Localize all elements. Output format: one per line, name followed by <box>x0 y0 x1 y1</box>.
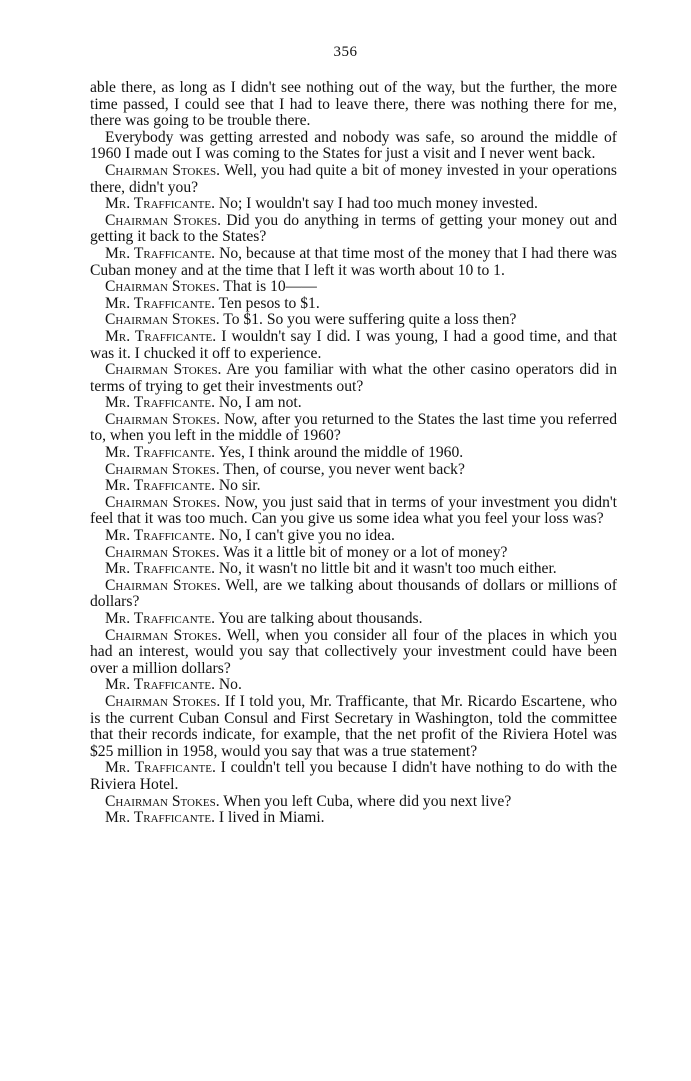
speaker-name: Chairman Stokes. <box>105 576 221 594</box>
speaker-name: Mr. Trafficante. <box>105 394 215 412</box>
speaker-name: Mr. Trafficante. <box>105 477 215 495</box>
speaker-name: Mr. Trafficante. <box>105 759 216 777</box>
paragraph-text: Now, after you returned to the States the last time you referred to, when you left in the middle of 1960? <box>90 410 617 445</box>
transcript-paragraph <box>90 462 617 479</box>
paragraph-text: No; I wouldn't say I had too much money invested. <box>218 195 538 213</box>
speaker-name: Chairman Stokes. <box>105 311 220 329</box>
paragraph-text: Are you familiar with what the other casino operators did in terms of trying to get their investments out? <box>90 361 617 395</box>
speaker-name: Chairman Stokes. <box>105 626 222 644</box>
speaker-name: Chairman Stokes. <box>105 278 220 296</box>
paragraph-text: Well, when you consider all four of the places in which you had an interest, would you say that collectively your investment could have been over a million dollars? <box>90 626 618 677</box>
transcript-paragraph <box>90 163 617 196</box>
paragraph-text: No, I am not. <box>218 394 302 412</box>
transcript-paragraph <box>90 611 617 628</box>
transcript-paragraph <box>90 395 617 412</box>
paragraph-text: No. <box>218 676 242 694</box>
paragraph-text: I couldn't tell you because I didn't have nothing to do with the Riviera Hotel. <box>90 759 617 793</box>
speaker-name: Chairman Stokes. <box>105 161 221 179</box>
transcript-paragraph <box>90 694 617 760</box>
speaker-name: Mr. Trafficante. <box>105 327 217 345</box>
transcript-paragraph <box>90 628 617 678</box>
speaker-name: Chairman Stokes. <box>105 493 221 511</box>
transcript-paragraph <box>90 561 617 578</box>
paragraph-text: Ten pesos to $1. <box>218 294 320 312</box>
speaker-name: Chairman Stokes. <box>105 410 220 428</box>
transcript-paragraph <box>90 296 617 313</box>
speaker-name: Mr. Trafficante. <box>105 444 215 462</box>
speaker-name: Mr. Trafficante. <box>105 527 215 545</box>
paragraph-text: No sir. <box>218 477 261 495</box>
paragraph-text: To $1. So you were suffering quite a loss then? <box>223 311 517 329</box>
transcript-paragraph <box>90 760 617 793</box>
page-number: 356 <box>333 44 358 60</box>
paragraph-text: No, because at that time most of the money that I had there was Cuban money and at the time that I left it was worth about 10 to 1. <box>90 244 618 279</box>
transcript-paragraph <box>90 362 617 395</box>
transcript-paragraph <box>90 412 617 445</box>
speaker-name: Mr. Trafficante. <box>105 676 215 694</box>
paragraph-text: I wouldn't say I did. I was young, I had a good time, and that was it. I chucked it off to experience. <box>90 327 618 362</box>
transcript-paragraph <box>90 246 617 279</box>
transcript-paragraph <box>90 279 617 296</box>
speaker-name: Chairman Stokes. <box>105 361 222 379</box>
paragraph-text: Then, of course, you never went back? <box>223 460 465 478</box>
speaker-name: Chairman Stokes. <box>105 460 220 478</box>
transcript-paragraph <box>90 213 617 246</box>
paragraph-text: Well, are we talking about thousands of dollars or millions of dollars? <box>90 576 617 611</box>
speaker-name: Chairman Stokes. <box>105 792 220 810</box>
transcript-paragraph <box>90 445 617 462</box>
speaker-name: Mr. Trafficante. <box>105 294 215 312</box>
transcript-paragraph <box>90 80 617 130</box>
speaker-name: Chairman Stokes. <box>105 543 220 561</box>
transcript-paragraph <box>90 810 617 827</box>
paragraph-text: I lived in Miami. <box>218 809 325 827</box>
transcript-paragraph <box>90 794 617 811</box>
paragraph-text: Was it a little bit of money or a lot of money? <box>223 543 508 561</box>
transcript-paragraph <box>90 528 617 545</box>
transcript-paragraph <box>90 677 617 694</box>
paragraph-text: No, I can't give you no idea. <box>218 527 395 545</box>
transcript-paragraph <box>90 130 617 163</box>
transcript-paragraph <box>90 312 617 329</box>
speaker-name: Mr. Trafficante. <box>105 610 215 627</box>
paragraph-text: able there, as long as I didn't see nothing out of the way, but the further, the more time passed, I could see that I had to leave there, there was nothing there for me, there was going to be trouble there. <box>90 79 617 130</box>
paragraph-text: Well, you had quite a bit of money invested in your operations there, didn't you? <box>90 161 618 196</box>
paragraph-text: That is 10—— <box>223 278 317 296</box>
speaker-name: Chairman Stokes. <box>105 211 221 229</box>
transcript-paragraph <box>90 495 617 528</box>
transcript-paragraph <box>90 545 617 562</box>
speaker-name: Chairman Stokes. <box>105 692 221 710</box>
paragraph-text: Everybody was getting arrested and nobody was safe, so around the middle of 1960 I made out I was coming to the States for just a visit and I never went back. <box>90 128 617 163</box>
paragraph-text: If I told you, Mr. Trafficante, that Mr. Ricardo Escartene, who is the current Cuban Consul and First Secretary in Washington, told the committee that their records indicate, for example, that the net profit of the Riviera Hotel was $25 million in 1958, would you say that was a true statement? <box>90 692 617 760</box>
speaker-name: Mr. Trafficante. <box>105 560 215 578</box>
paragraph-text: Now, you just said that in terms of your investment you didn't feel that it was too much. Can you give us some idea what you feel your loss was? <box>90 493 618 528</box>
transcript-paragraph <box>90 478 617 495</box>
paragraph-text: When you left Cuba, where did you next live? <box>223 792 512 810</box>
transcript-paragraph <box>90 329 617 362</box>
paragraph-text: Yes, I think around the middle of 1960. <box>218 444 464 462</box>
speaker-name: Mr. Trafficante. <box>105 809 215 827</box>
transcript-body <box>90 80 617 827</box>
paragraph-text: No, it wasn't no little bit and it wasn't too much either. <box>218 560 557 578</box>
speaker-name: Mr. Trafficante. <box>105 195 215 213</box>
paragraph-text: You are talking about thousands. <box>218 610 423 627</box>
transcript-paragraph <box>90 196 617 213</box>
transcript-paragraph <box>90 578 617 611</box>
paragraph-text: Did you do anything in terms of getting your money out and getting it back to the States? <box>90 211 617 246</box>
speaker-name: Mr. Trafficante. <box>105 244 216 262</box>
